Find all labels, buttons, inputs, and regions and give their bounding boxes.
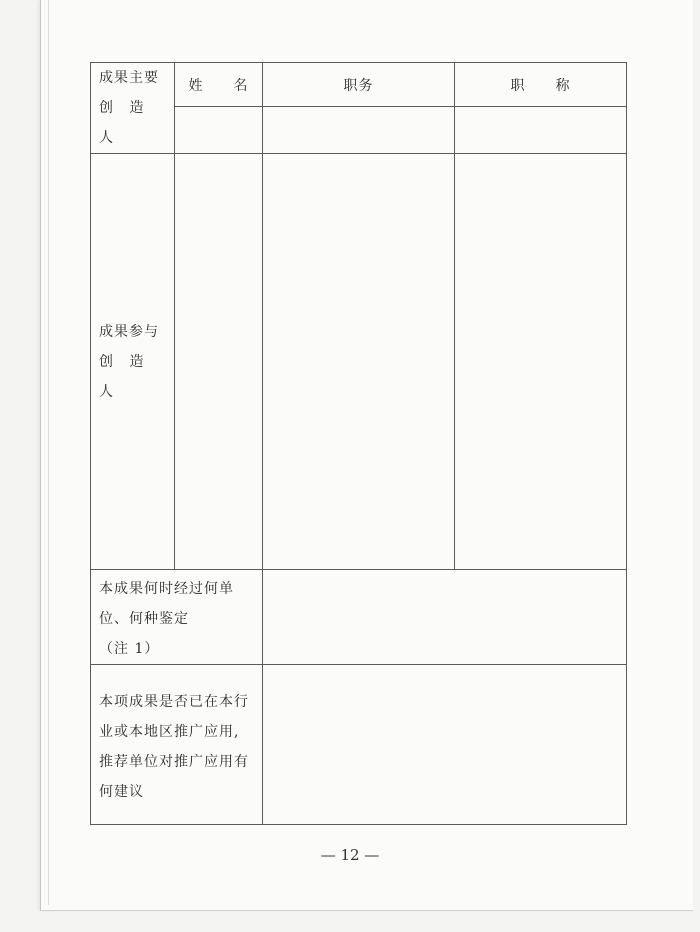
header-row — [91, 63, 627, 107]
column-header-position: 职务 — [263, 63, 455, 107]
promotion-label-line1: 本项成果是否已在本行 — [99, 693, 249, 710]
participant-title-field[interactable] — [455, 154, 627, 570]
appraisal-label-line2: 位、何种鉴定 — [99, 611, 189, 627]
achievement-form-table — [90, 62, 627, 825]
appraisal-label-line1: 本成果何时经过何单 — [99, 581, 234, 597]
main-creator-position-field[interactable] — [263, 107, 455, 154]
appraisal-row — [91, 570, 627, 665]
participant-name-field[interactable] — [175, 154, 263, 570]
participant-label-line2: 创 造 人 — [99, 353, 150, 400]
participant-label-cell — [91, 154, 175, 570]
promotion-input-field[interactable] — [263, 665, 627, 825]
appraisal-label-line3: （注 1） — [99, 641, 160, 657]
participant-position-field[interactable] — [263, 154, 455, 570]
main-creator-label-cell — [91, 63, 175, 154]
main-creator-title-field[interactable] — [455, 107, 627, 154]
main-creator-label-line1: 成果主要 — [99, 70, 159, 86]
promotion-row — [91, 665, 627, 825]
promotion-label-line4: 何建议 — [99, 783, 144, 800]
main-creator-name-field[interactable] — [175, 107, 263, 154]
participant-label-line1: 成果参与 — [99, 323, 159, 340]
promotion-label-line2: 业或本地区推广应用, — [99, 723, 240, 740]
promotion-label-cell — [91, 665, 263, 825]
column-header-title: 职 称 — [455, 63, 627, 107]
promotion-label-line3: 推荐单位对推广应用有 — [99, 753, 249, 770]
page-edge-line — [48, 0, 49, 905]
column-header-name: 姓 名 — [175, 63, 263, 107]
appraisal-input-field[interactable] — [263, 570, 627, 665]
main-creator-label-line2: 创 造 人 — [99, 100, 150, 146]
appraisal-label-cell — [91, 570, 263, 665]
participant-row — [91, 154, 627, 570]
page-number: — 12 — — [320, 846, 380, 864]
